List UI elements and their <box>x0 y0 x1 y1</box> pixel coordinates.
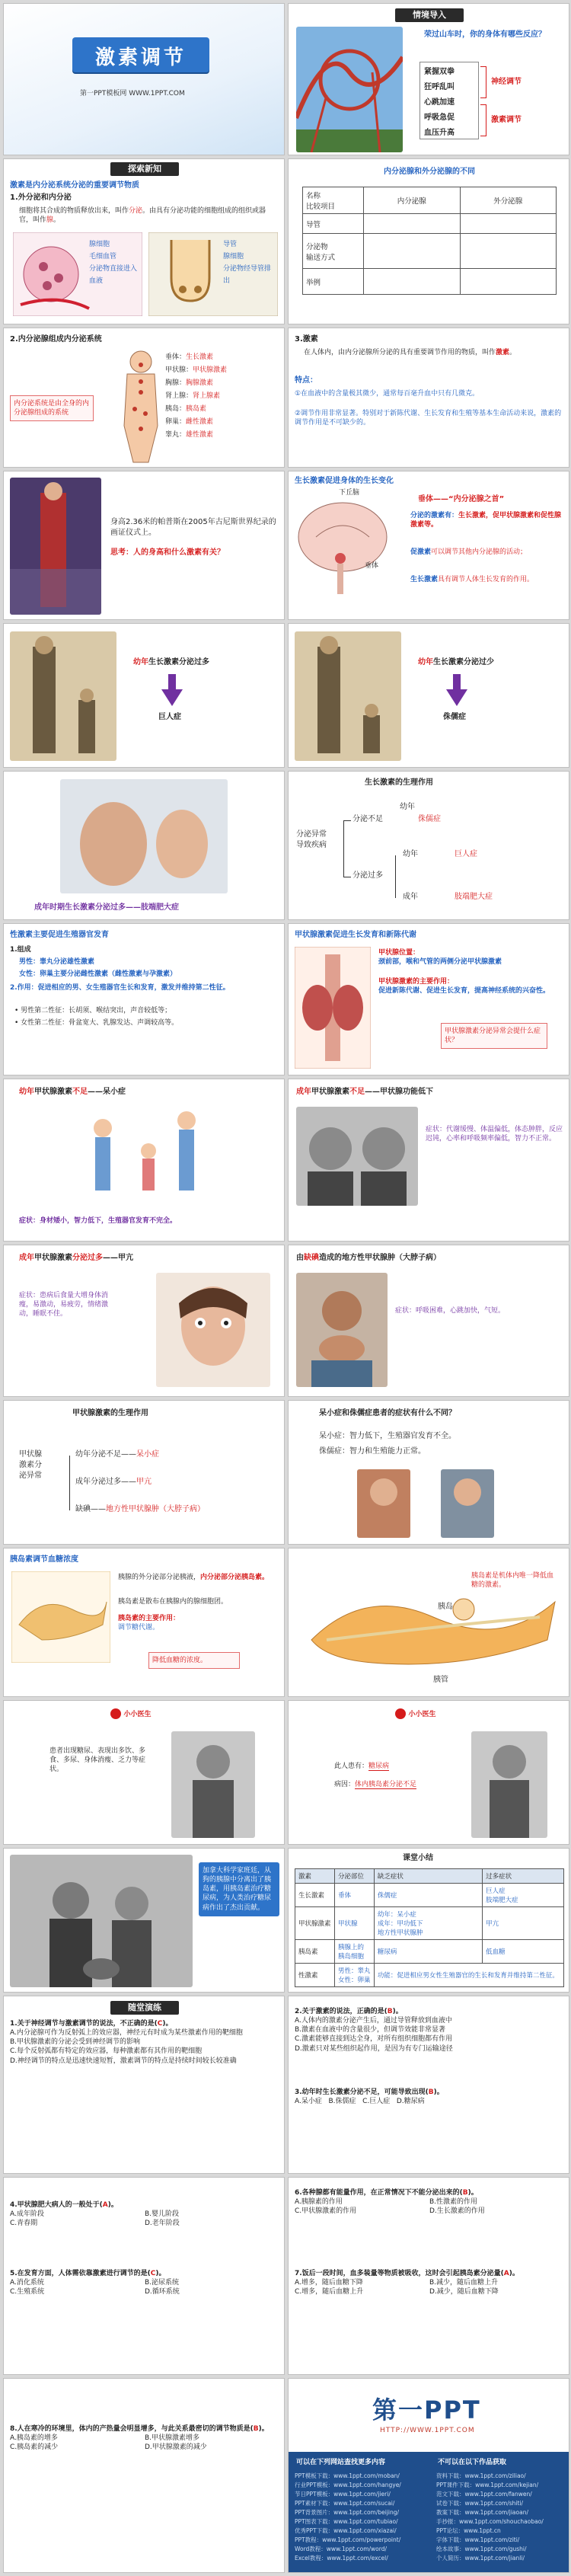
q8-option-d: D.甲状腺激素的减少 <box>145 2443 207 2452</box>
q2-option-c: C.激素能够直接到达全身，对所有组织细胞都有作用 <box>295 2035 453 2044</box>
link-item[interactable]: PPT背景图片：www.1ppt.com/beijing/ <box>295 2509 400 2516</box>
q4-option-d: D.老年阶段 <box>145 2220 180 2228</box>
table-row: 性激素 男性：睾丸 女性：卵巢 功能：促进相应男女性生殖器官的生长和发育并维持第二性征。 <box>295 1964 564 1987</box>
pituitary-secretes: 分泌的激素有：生长激素，促甲状腺激素和促性腺激素等。 <box>410 512 562 529</box>
link-item[interactable]: 手抄报：www.1ppt.com/shouchaobao/ <box>436 2518 544 2525</box>
question-4: 4.甲状腺肥大病人的一般处于(A)。 A.成年阶段 B.婴儿阶段 C.青春期 D.老年阶段 <box>10 2200 279 2228</box>
label-gland-cell: 腺细胞 <box>89 241 110 248</box>
tall-man-photo <box>10 478 101 615</box>
thyroid-branch-3: 缺碘——地方性甲状腺肿（大脖子病） <box>75 1505 205 1513</box>
compare-row-example: 举例 <box>303 269 364 295</box>
slide-23-doctor-1 <box>3 1700 285 1845</box>
patient-photo <box>171 1731 255 1838</box>
abnormal-root: 分泌异常 导致疾病 <box>296 830 327 849</box>
compare-answer-1: 呆小症：智力低下，生殖器官发育不全。 <box>319 1432 456 1440</box>
slide-28-practice <box>288 1996 569 2174</box>
links-col1 <box>295 2472 426 2563</box>
summary-head: 分泌部位 <box>334 1869 374 1884</box>
hormone-definition: 在人体内，由内分泌腺所分泌的具有重要调节作用的物质，叫作激素。 <box>304 349 517 356</box>
compare-head-1: 内分泌腺 <box>364 187 461 214</box>
features-label: 特点： <box>295 376 317 385</box>
label-capillary: 毛细血管 <box>89 253 117 260</box>
doctor-badge: 小小医生 <box>395 1708 436 1719</box>
insulin-heading: 胰岛素调节血糖浓度 <box>10 1555 78 1564</box>
reaction-list <box>424 65 455 141</box>
thyroid-position: 甲状腺位置： 颈前部，喉和气管的两侧分泌甲状腺激素 <box>378 949 502 967</box>
q6-option-c: C.甲状腺激素的作用 <box>295 2207 357 2216</box>
male-hormone: 男性：睾丸分泌雄性激素 <box>19 958 95 966</box>
compare-title: 内分泌腺和外分泌腺的不同 <box>384 168 475 176</box>
compare-row-duct: 导管 <box>303 214 364 234</box>
insulin-p1: 胰腺的外分泌部分泌胰液，内分泌部分泌胰岛素。 <box>118 1574 270 1581</box>
slide-2-intro <box>288 3 569 155</box>
goiter-photo <box>296 1273 388 1387</box>
reaction-1: 紧握双拳 <box>424 68 455 76</box>
excess-label: 分泌过多 <box>352 871 383 880</box>
brand-url[interactable]: HTTP://WWW.1PPT.COM <box>380 2427 475 2434</box>
q3-option-a: A.呆小症 <box>295 2098 322 2106</box>
slide-4-compare <box>288 158 569 324</box>
diagnosis: 此人患有：糖尿病 <box>334 1763 390 1770</box>
label-duct: 胰管 <box>433 1676 448 1684</box>
compare-question: 呆小症和侏儒症患者的症状有什么不同？ <box>319 1409 456 1417</box>
link-item[interactable]: PPT图表下载：www.1ppt.com/tubiao/ <box>295 2518 398 2525</box>
cretin-child-photo <box>357 1469 410 1538</box>
hypothyroid-photo <box>296 1107 418 1206</box>
slide-6-hormone <box>288 328 569 468</box>
giant-caption: 幼年生长激素分泌过多 <box>133 658 209 666</box>
gland-adrenal: 肾上腺：肾上腺素 <box>165 392 221 400</box>
compare-cell <box>364 214 461 234</box>
brace-nerve <box>480 66 486 98</box>
q2-option-b: B.激素在血液中的含量很少，但调节效能非常显著 <box>295 2026 446 2034</box>
reaction-3: 心跳加速 <box>424 98 455 107</box>
para-secretion: 分泌 <box>129 207 143 215</box>
gland-ovary: 卵巢：雌性激素 <box>165 418 214 426</box>
growth-effects-title: 生长激素的生理作用 <box>365 778 433 787</box>
label-islet: 胰岛 <box>438 1603 453 1611</box>
explore-banner: 探索新知 <box>110 162 179 176</box>
pancreas-diagram <box>11 1571 110 1663</box>
dwarfism-label: 侏儒症 <box>443 713 466 721</box>
link-item[interactable]: 行业PPT模板：www.1ppt.com/hangye/ <box>295 2482 401 2488</box>
insulin-p3: 胰岛素的主要作用： 调节糖代谢。 <box>118 1615 180 1632</box>
table-row: 胰岛素 胰腺上的 胰岛细胞 糖尿病 低血糖 <box>295 1940 564 1964</box>
question-3: 3.幼年时生长激素分泌不足，可能导致出现(B)。 A.呆小症 B.侏儒症 C.巨人症 D.糖尿病 <box>295 2089 444 2106</box>
q6-option-b: B.性激素的作用 <box>429 2198 478 2207</box>
q1-option-c: C.每个反射弧都有特定的效应器，每种激素都有其作用的靶细胞 <box>10 2047 203 2056</box>
compare-cell <box>460 214 557 234</box>
slide-20-compare-disease <box>288 1400 569 1545</box>
cretinism-symptom: 症状：身材矮小，智力低下，生殖器官发育不完全。 <box>19 1217 177 1225</box>
dwarf-adult-photo <box>441 1469 494 1538</box>
dwarf-caption: 幼年生长激素分泌过少 <box>418 658 494 666</box>
q1-option-d: D.神经调节的特点是迅速快速短暂，激素调节的特点是持续时间较长较准确 <box>10 2057 237 2065</box>
slide-12-growth-effects <box>288 771 569 920</box>
body-outline-figure <box>118 350 164 464</box>
tallman-caption: 身高2.36米的帕普斯在2005年古尼斯世界纪录的画证仪式上。 <box>110 518 276 537</box>
hormone-regulation: 激素调节 <box>491 116 522 124</box>
slide-3-explore <box>3 158 285 324</box>
deficiency-label: 分泌不足 <box>352 815 383 823</box>
pituitary-subtitle: 垂体——“内分泌腺之首” <box>418 495 505 503</box>
explore-heading: 激素是内分泌系统分泌的重要调节物质 <box>10 181 139 190</box>
link-item[interactable]: 试卷下载：www.1ppt.com/shiti/ <box>436 2500 524 2507</box>
exocrine-labels <box>223 238 276 287</box>
link-item[interactable]: 教案下载：www.1ppt.com/jiaoan/ <box>436 2509 528 2516</box>
gland-testis: 睾丸：雄性激素 <box>165 431 214 439</box>
slide-1-title <box>3 3 285 155</box>
label-pituitary: 垂体 <box>365 562 379 570</box>
slide-title: 激素调节 <box>94 46 187 69</box>
compare-head-0: 名称 比较项目 <box>303 187 364 214</box>
male-traits: • 男性第二性征：长胡须、喉结突出，声音较低等； <box>14 1007 172 1015</box>
compare-table <box>302 187 557 295</box>
gigantism-label: 巨人症 <box>158 713 181 721</box>
para-part-1: 细胞将其合成的物质释放出来，叫作 <box>19 207 129 215</box>
compare-cell <box>364 234 461 269</box>
link-item[interactable]: PPT论坛：www.1ppt.cn <box>436 2527 501 2534</box>
q1-option-b: B.甲状腺激素的分泌会受到神经调节的影响 <box>10 2038 141 2047</box>
thyroid-note: 甲状腺激素分泌异常会提什么症状？ <box>441 1023 547 1049</box>
thyroid-heading: 甲状腺激素促进生长发育和新陈代谢 <box>295 931 416 939</box>
footer-text: 第一PPT模板网 WWW.1PPT.COM <box>80 90 185 97</box>
slide-19-thyroid-effects <box>3 1400 285 1545</box>
slide-11-acromegaly <box>3 771 285 920</box>
q5-option-b: B.泌尿系统 <box>145 2279 180 2287</box>
slide-8-growth <box>288 471 569 620</box>
reaction-2: 狂呼乱叫 <box>424 83 455 91</box>
reaction-4: 呼吸急促 <box>424 113 455 122</box>
doctor-badge: 小小医生 <box>110 1708 152 1719</box>
pancreas-note: 胰岛素是机体内唯一降低血糖的激素。 <box>471 1572 554 1590</box>
thyroid-effect: 甲状腺激素的主要作用： 促进新陈代谢、促进生长发育，提高神经系统的兴奋性。 <box>378 978 550 996</box>
system-heading: 2.内分泌腺组成内分泌系统 <box>10 335 102 344</box>
summary-head: 激素 <box>295 1869 335 1884</box>
slide-27-practice <box>3 1996 285 2174</box>
slide-10-dwarf <box>288 623 569 768</box>
link-item[interactable]: PPT课件下载：www.1ppt.com/kejian/ <box>436 2482 539 2488</box>
links-col2-title: 不可以在以下作品获取 <box>438 2459 507 2466</box>
deficiency-young: 幼年 <box>400 803 415 811</box>
tree-branch <box>343 820 344 877</box>
slide-7-tallman <box>3 471 285 620</box>
q6-option-a: A.胰腺素的作用 <box>295 2198 343 2207</box>
q1-option-a: A.内分泌腺可作为反射弧上的效应器，神经元有时成为某些激素作用的靶细胞 <box>10 2029 243 2037</box>
doctor-icon <box>395 1708 406 1719</box>
q4-option-b: B.婴儿阶段 <box>145 2210 180 2219</box>
q8-option-c: C.胰岛素的减少 <box>10 2443 59 2452</box>
q6-option-d: D.生长激素的作用 <box>429 2207 485 2216</box>
link-item[interactable]: Word教程：www.1ppt.com/word/ <box>295 2546 387 2552</box>
slide-26-summary <box>288 1848 569 1993</box>
title-bg <box>4 4 285 155</box>
secretion-paragraph <box>19 206 278 225</box>
q4-option-a: A.成年阶段 <box>10 2210 44 2219</box>
intro-question: 荣过山车时，你的身体有哪些反应？ <box>424 30 546 39</box>
q3-option-b: B.侏儒症 <box>328 2098 356 2106</box>
summary-head: 缺乏症状 <box>374 1869 482 1884</box>
label-hypothalamus: 下丘脑 <box>339 489 360 497</box>
down-arrow-icon <box>446 689 467 706</box>
compare-cell <box>364 269 461 295</box>
slide-14-thyroid <box>288 923 569 1075</box>
female-traits: • 女性第二性征：骨盆宽大、乳腺发达、声调较高等。 <box>14 1019 179 1027</box>
compare-cell <box>460 234 557 269</box>
link-item[interactable]: 节日PPT模板：www.1ppt.com/jieri/ <box>295 2491 391 2498</box>
slide-21-insulin <box>3 1548 285 1697</box>
question-1-stem: 1.关于神经调节与激素调节的说法，不正确的是(C)。 <box>10 2020 173 2028</box>
link-item[interactable]: Excel教程：www.1ppt.com/excel/ <box>295 2555 388 2562</box>
tree-branch <box>395 855 396 898</box>
question-5: 5.在发育方面，人体需依靠激素进行调节的是(C)。 A.消化系统 B.泌尿系统 C.生殖系统 D.循环系统 <box>10 2269 279 2296</box>
acromegaly-caption: 成年时期生长激素分泌过多——肢端肥大症 <box>34 903 179 912</box>
explore-subheading: 1.外分泌和内分泌 <box>10 193 72 202</box>
disease-acromegaly: 肢端肥大症 <box>455 893 493 901</box>
excess-young: 幼年 <box>403 850 418 858</box>
slide-24-doctor-2 <box>288 1700 569 1845</box>
q5-option-d: D.循环系统 <box>145 2288 180 2296</box>
thyroid-root: 甲状腺 激素分 泌异常 <box>19 1450 42 1480</box>
summary-title: 课堂小结 <box>403 1854 433 1862</box>
para-part-2: 。由具有分泌功能的细胞组成的组织或器官，叫作 <box>19 207 266 225</box>
q5-option-c: C.生殖系统 <box>10 2288 45 2296</box>
slide-16-hypothyroid <box>288 1079 569 1242</box>
down-arrow-icon <box>161 689 183 706</box>
label-direct-blood: 分泌物直接进入血液 <box>89 265 138 285</box>
thyroid-branch-2: 成年分泌过多——甲亢 <box>75 1478 152 1486</box>
brand-logo: 第一PPT <box>372 2395 481 2424</box>
link-item[interactable]: 资料下载：www.1ppt.com/ziliao/ <box>436 2472 526 2479</box>
slide-32-end <box>288 2378 569 2573</box>
disease-dwarf: 侏儒症 <box>418 815 441 823</box>
q2-option-a: A.人体内的激素分泌产生后，通过导管释放到血液中 <box>295 2017 452 2025</box>
patient-photo <box>471 1731 547 1838</box>
link-item[interactable]: 优秀PPT下载：www.1ppt.com/xiazai/ <box>295 2527 397 2534</box>
tallman-question: 思考：人的身高和什么激素有关？ <box>110 548 225 557</box>
dwarf-photo <box>295 631 401 761</box>
thyroid-effects-title: 甲状腺激素的生理作用 <box>72 1409 148 1417</box>
goiter-symptom: 症状：呼吸困难，心跳加快，气短。 <box>395 1307 506 1315</box>
slide-22-pancreas <box>288 1548 569 1697</box>
cretinism-figures <box>65 1105 217 1204</box>
summary-head: 过多症状 <box>483 1869 564 1884</box>
table-row: 生长激素 垂体 侏儒症 巨人症 肢端肥大症 <box>295 1884 564 1907</box>
slide-30-practice <box>288 2177 569 2375</box>
slide-15-cretinism <box>3 1079 285 1242</box>
hands-photo <box>60 779 228 893</box>
female-hormone: 女性：卵巢主要分泌雌性激素（雌性激素与孕激素） <box>19 970 177 978</box>
cretinism-title: 幼年甲状腺激素不足——呆小症 <box>19 1088 126 1096</box>
links-col2 <box>436 2472 567 2563</box>
question-6: 6.各种腺都有能量作用，在正常情况下不能分泌出来的(B)。 A.胰腺素的作用 B.性激素的作用 C.甲状腺激素的作用 D.生长激素的作用 <box>295 2188 564 2216</box>
hormone-heading: 3.激素 <box>295 335 318 344</box>
tropic-hormones: 促激素可以调节其他内分泌腺的活动； <box>410 548 528 556</box>
label-duct: 导管 <box>223 241 238 248</box>
endocrine-labels <box>89 238 138 287</box>
hyperthyroid-title: 成年甲状腺激素分泌过多——甲亢 <box>19 1254 133 1262</box>
q8-option-b: B.甲状腺激素增多 <box>145 2434 200 2443</box>
para-part-3: 。 <box>53 216 61 225</box>
brace-hormone <box>480 104 486 136</box>
question-7: 7.饭后一段时间，血多装量等物质被吸收，这时会引起胰岛素分泌量(A)。 A.增多，随后血糖下降 B.减少，随后血糖上升 C.增多，随后血糖上升 D.减少，随后血糖下降 <box>295 2269 564 2296</box>
growth-heading: 生长激素促进身体的生长变化 <box>295 477 394 485</box>
insulin-p2: 胰岛素是散布在胰腺内的腺细胞团。 <box>118 1598 228 1606</box>
link-item[interactable]: PPT模板下载：www.1ppt.com/moban/ <box>295 2472 400 2479</box>
link-item[interactable]: PPT教程：www.1ppt.com/powerpoint/ <box>295 2536 401 2543</box>
para-gland: 腺 <box>46 216 54 225</box>
q2-option-d: D.激素只对某些组织起作用，是因为有专门运输途径 <box>295 2044 453 2053</box>
q7-option-c: C.增多，随后血糖上升 <box>295 2288 364 2296</box>
question-1 <box>10 2019 279 2066</box>
system-note: 内分泌系统是由全身的内分泌腺组成的系统 <box>10 395 94 421</box>
sex-hormone-effect: 2.作用：促进相应的男、女生殖器官生长和发育，激发并维持第二性征。 <box>10 984 230 992</box>
growth-hormone-role: 生长激素具有调节人体生长发育的作用。 <box>410 576 534 583</box>
goiter-title: 由缺碘造成的地方性甲状腺肿（大脖子病） <box>296 1254 441 1262</box>
cause: 病因：体内胰岛素分泌不足 <box>334 1781 417 1788</box>
hyperthyroid-symptom: 症状：患病后食量大增身体消瘦，易激动，易疲劳，情绪激动，睡眠不佳。 <box>19 1292 109 1318</box>
q3-option-c: C.巨人症 <box>362 2098 391 2106</box>
reaction-5: 血压升高 <box>424 129 455 137</box>
table-row: 甲状腺激素 甲状腺 幼年：呆小症 成年：甲功低下 地方性甲状腺肿 甲亢 <box>295 1907 564 1940</box>
insulin-note: 降低血糖的浓度。 <box>148 1652 240 1669</box>
compare-cell <box>460 269 557 295</box>
excess-adult: 成年 <box>403 893 418 901</box>
link-item[interactable]: PPT素材下载：www.1ppt.com/sucai/ <box>295 2500 395 2507</box>
thyroid-diagram <box>295 947 371 1069</box>
slide-5-system <box>3 328 285 468</box>
links-col1-title: 可以在下列网站查找更多内容 <box>296 2459 386 2466</box>
down-arrow-shaft <box>453 674 461 689</box>
feature-1: ①在血液中的含量极其微少，通常每百毫升血中只有几微克。 <box>295 390 480 398</box>
slide-17-hyperthyroid <box>3 1245 285 1397</box>
gland-islet: 胰岛：胰岛素 <box>165 405 207 413</box>
doctor-case: 患者出现糖尿、表现出多饮、多食、多尿、身体消瘦、乏力等症状。 <box>49 1747 146 1774</box>
hypothyroid-symptom: 症状：代谢缓慢、体温偏低，体态肿胖，反应迟钝，心率和呼吸频率偏低，智力不正常。 <box>426 1126 563 1143</box>
q4-option-c: C.青春期 <box>10 2220 38 2228</box>
feature-2: ②调节作用非常显著。特别对于新陈代谢、生长发育和生殖等基本生命活动来说，激素的调节作用是不可缺少的。 <box>295 410 562 427</box>
intro-banner: 情境导入 <box>395 8 464 22</box>
gland-list <box>165 351 227 442</box>
slide-31-practice <box>3 2378 285 2573</box>
q3-option-d: D.糖尿病 <box>396 2098 425 2106</box>
gland-pituitary: 垂体：生长激素 <box>165 353 214 361</box>
link-item[interactable]: 个人简历：www.1ppt.com/jianli/ <box>436 2555 525 2562</box>
q7-option-a: A.增多，随后血糖下降 <box>295 2279 363 2287</box>
slide-18-goiter <box>288 1245 569 1397</box>
slide-9-giant <box>3 623 285 768</box>
link-item[interactable]: 范文下载：www.1ppt.com/fanwen/ <box>436 2491 532 2498</box>
composition-label: 1.组成 <box>10 946 31 954</box>
compare-answer-2: 侏儒症：智力和生殖能力正常。 <box>319 1447 426 1456</box>
banting-text: 加拿大科学家班廷，从狗的胰腺中分离出了胰岛素，用胰岛素治疗糖尿病，为人类治疗糖尿病作出了杰出贡献。 <box>199 1862 279 1916</box>
link-item[interactable]: 绘本故事：www.1ppt.com/gushi/ <box>436 2546 527 2552</box>
slide-25-banting <box>3 1848 285 1993</box>
summary-table <box>295 1868 564 1987</box>
q8-option-a: A.胰岛素的增多 <box>10 2434 58 2443</box>
thyroid-branch-1: 幼年分泌不足——呆小症 <box>75 1450 159 1459</box>
label-via-duct: 分泌物经导管排出 <box>223 265 272 285</box>
rollercoaster-photo <box>296 27 403 152</box>
compare-head-2: 外分泌腺 <box>460 187 557 214</box>
disease-giant: 巨人症 <box>455 850 477 858</box>
slide-29-practice <box>3 2177 285 2375</box>
practice-banner: 随堂演练 <box>110 2001 179 2015</box>
question-8: 8.人在寒冷的环境里，体内的产热量会明显增多，与此关系最密切的调节物质是(B)。 A.胰岛素的增多 B.甲状腺激素增多 C.胰岛素的减少 D.甲状腺激素的减少 <box>10 2424 279 2452</box>
q7-option-d: D.减少，随后血糖下降 <box>429 2288 499 2296</box>
compare-row-transport: 分泌物 输送方式 <box>303 234 364 269</box>
slide-13-sex-hormone <box>3 923 285 1075</box>
doctor-icon <box>110 1708 121 1719</box>
tree-branch <box>69 1456 70 1510</box>
q7-option-b: B.减少，随后血糖上升 <box>429 2279 499 2287</box>
hypothyroid-title: 成年甲状腺激素不足——甲状腺功能低下 <box>296 1088 433 1096</box>
banting-photo <box>10 1855 193 1987</box>
nerve-regulation: 神经调节 <box>491 78 522 86</box>
hyperthyroid-face-photo <box>156 1273 270 1387</box>
gland-thyroid: 甲状腺：甲状腺激素 <box>165 366 228 374</box>
sex-hormone-heading: 性激素主要促进生殖器官发育 <box>10 931 109 939</box>
question-2: 2.关于激素的说法，正确的是(B)。 A.人体内的激素分泌产生后，通过导管释放到血液中 B.激素在血液中的含量很少，但调节效能非常显著 C.激素能够直接到达全身，对所有组织细胞都有作用 D.激素只对某些组织起作用，是因为有专门运输途径 <box>295 2007 564 2053</box>
label-gland-cell-2: 腺细胞 <box>223 253 244 260</box>
q5-option-a: A.消化系统 <box>10 2279 44 2287</box>
brain-diagram <box>293 491 392 598</box>
gland-thymus: 胸腺：胸腺激素 <box>165 379 214 387</box>
giant-photo <box>10 631 116 761</box>
link-item[interactable]: 字体下载：www.1ppt.com/ziti/ <box>436 2536 520 2543</box>
down-arrow-shaft <box>168 674 176 689</box>
tree-branch <box>343 820 351 821</box>
